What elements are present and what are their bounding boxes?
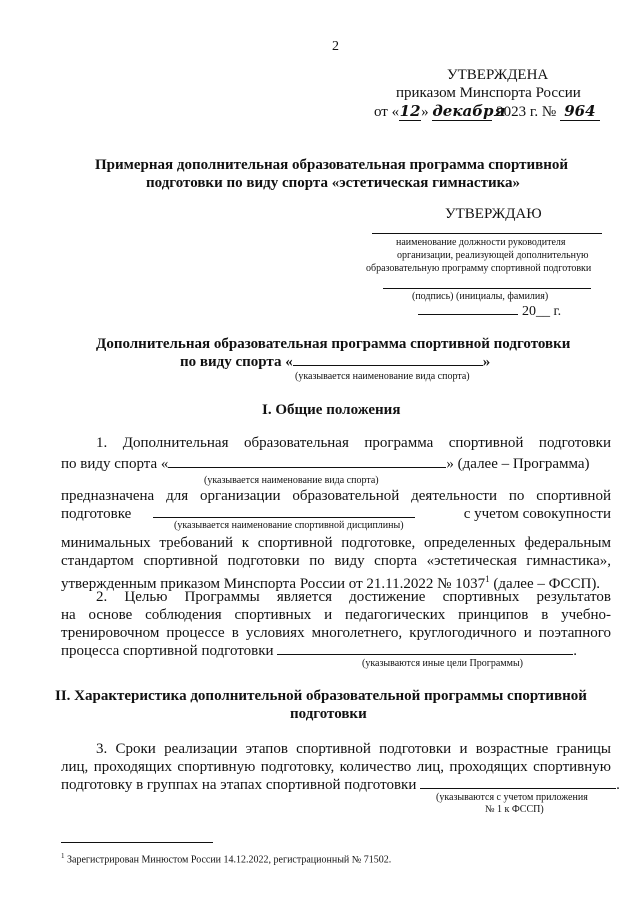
utverzhdayu-caption2: организации, реализующей дополнительную — [397, 250, 589, 261]
section2-heading-line1: II. Характеристика дополнительной образовательной программы спортивной — [55, 688, 587, 704]
page-number: 2 — [332, 39, 339, 54]
position-blank-line — [372, 233, 602, 234]
p1-caption2: (указывается наименование спортивной дисциплины) — [174, 520, 404, 531]
program-title-suffix: » — [482, 354, 491, 370]
signature-caption: (подпись) (инициалы, фамилия) — [412, 291, 549, 302]
approval-title: УТВЕРЖДЕНА — [447, 67, 549, 83]
footnote-ref: 1 — [485, 574, 490, 584]
p1-line6: стандартом спортивной подготовки по виду спорта «эстетическая гимнастика», — [61, 553, 611, 569]
date-blank — [418, 302, 518, 315]
p2-line4-suffix: . — [573, 643, 578, 659]
program-title-prefix: по виду спорта « — [180, 354, 293, 370]
doc-title-line1: Примерная дополнительная образовательная программа спортивной — [95, 157, 569, 173]
p3-blank — [420, 776, 616, 789]
footnote — [61, 850, 391, 866]
p1-line7-prefix: утвержденным приказом Минспорта России от 21.11.2022 № 1037 — [61, 576, 486, 592]
sport-name-blank — [293, 353, 483, 366]
p1-caption1: (указывается наименование вида спорта) — [204, 475, 379, 486]
p1-line4-suffix: с учетом совокупности — [463, 506, 611, 522]
p1-line2-prefix: по виду спорта « — [61, 456, 169, 472]
program-title-line2 — [180, 353, 490, 371]
p2-caption: (указываются иные цели Программы) — [362, 658, 524, 669]
section2-heading-line2: подготовки — [290, 706, 367, 722]
p3-line3-prefix: подготовку в группах на этапах спортивной подготовки — [61, 777, 417, 793]
p1-line1: 1. Дополнительная образовательная программа спортивной подготовки — [96, 435, 611, 451]
p2-line4-prefix: процесса спортивной подготовки — [61, 643, 274, 659]
p1-sport-blank — [168, 455, 446, 468]
p2-line1: 2. Целью Программы является достижение спортивных результатов — [96, 589, 611, 605]
p2-goals-blank — [277, 642, 573, 655]
footnote-text: Зарегистрирован Минюстом России 14.12.2022, регистрационный № 71502. — [67, 854, 392, 866]
approval-date-month: декабря — [432, 102, 506, 120]
p2-line2: на основе соблюдения спортивных и педагогических принципов в учебно- — [61, 607, 611, 623]
program-title-line1: Дополнительная образовательная программа спортивной подготовки — [96, 336, 571, 352]
utverzhdayu-title: УТВЕРЖДАЮ — [445, 206, 542, 222]
year-text: 20__ г. — [522, 304, 562, 319]
p3-caption2: № 1 к ФССП) — [485, 804, 544, 815]
signature-blank-line — [383, 288, 591, 289]
p3-line3-suffix: . — [616, 777, 620, 793]
approval-order-line: приказом Минспорта России — [396, 85, 581, 101]
p2-line3: тренировочном процессе в условиях многолетнего, круглогодичного и поэтапного — [61, 625, 611, 641]
date-year-line — [418, 302, 561, 320]
approval-date-day: 12 — [399, 102, 421, 120]
p3-caption1: (указываются с учетом приложения — [436, 792, 588, 803]
approval-order-number: 964 — [560, 102, 600, 121]
footnote-mark: 1 — [61, 852, 65, 860]
approval-date-year: 2023 г. № — [496, 104, 557, 120]
p3-line2: лиц, проходящих спортивную подготовку, количество лиц, проходящих спортивную — [61, 759, 611, 775]
p3-line1: 3. Сроки реализации этапов спортивной подготовки и возрастные границы — [96, 741, 611, 757]
p1-line5: минимальных требований к спортивной подготовке, определенных федеральным — [61, 535, 611, 551]
p1-line7-suffix: (далее – ФССП). — [489, 576, 601, 592]
approval-date-prefix: от « — [374, 104, 400, 120]
doc-title-line2: подготовки по виду спорта «эстетическая гимнастика» — [146, 175, 521, 191]
section1-heading: I. Общие положения — [262, 402, 401, 418]
p1-line3: предназначена для организации образовательной деятельности по спортивной — [61, 488, 611, 504]
approval-date-mid: » — [421, 104, 429, 120]
utverzhdayu-caption3: образовательную программу спортивной подготовки — [366, 263, 592, 274]
utverzhdayu-caption1: наименование должности руководителя — [396, 237, 566, 248]
p1-discipline-blank — [153, 505, 415, 518]
p1-line4-prefix: подготовке — [61, 506, 132, 522]
program-title-caption: (указывается наименование вида спорта) — [295, 371, 470, 382]
approval-date-line — [374, 102, 600, 121]
p1-line2-suffix: » (далее – Программа) — [446, 456, 590, 472]
p1-line2 — [61, 455, 611, 473]
footnote-separator — [61, 842, 213, 843]
